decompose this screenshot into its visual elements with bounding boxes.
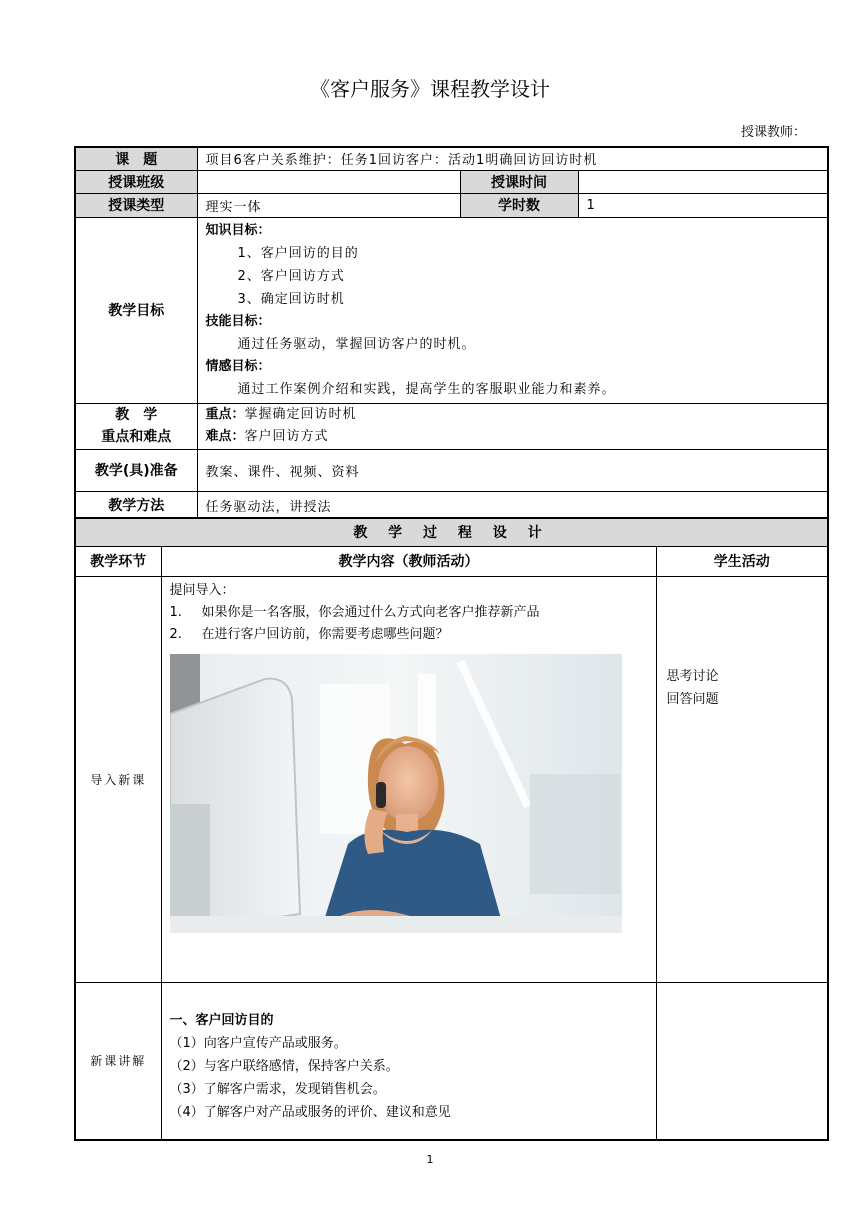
type-value: 理实一体 (197, 193, 460, 217)
process-table (74, 517, 829, 1141)
stage-new-lesson: 新课讲解 (75, 982, 161, 1140)
difficult-text: 客户回访方式 (244, 429, 329, 444)
knowledge-item: 2、客户回访方式 (237, 268, 345, 284)
knowledge-item: 1、客户回访的目的 (237, 245, 359, 261)
page-number: 1 (426, 1153, 434, 1166)
emotion-heading: 情感目标： (205, 358, 271, 374)
intro-heading: 提问导入： (169, 582, 235, 598)
purpose-item: （4）了解客户对产品或服务的评价、建议和意见 (169, 1104, 451, 1120)
skill-heading: 技能目标： (205, 313, 271, 329)
key-text: 掌握确定回访时机 (244, 407, 357, 422)
col-stage-header: 教学环节 (75, 546, 161, 576)
difficult-heading: 难点： (205, 429, 245, 444)
new-lesson-content (161, 982, 656, 1140)
emotion-text: 通过工作案例介绍和实践，提高学生的客服职业能力和素养。 (237, 381, 616, 397)
teacher-label: 授课教师： (740, 125, 806, 140)
topic-value: 项目6客户关系维护：任务1回访客户：活动1明确回访回访时机 (197, 147, 828, 170)
key-heading: 重点： (205, 407, 245, 422)
method-label: 教学方法 (75, 491, 197, 520)
student-activity-intro (656, 576, 828, 982)
purpose-item: （2）与客户联络感情，保持客户关系。 (169, 1058, 399, 1074)
customer-service-photo (170, 654, 622, 933)
new-lesson-heading: 一、客户回访目的 (169, 1012, 274, 1028)
purpose-item: （1）向客户宣传产品或服务。 (169, 1035, 347, 1051)
knowledge-heading: 知识目标： (205, 222, 271, 238)
student-activity-new (656, 982, 828, 1140)
document-title: 《客户服务》课程教学设计 (310, 77, 550, 101)
purpose-item: （3）了解客户需求，发现销售机会。 (169, 1081, 386, 1097)
process-title: 教 学 过 程 设 计 (75, 518, 828, 546)
col-content-header: 教学内容（教师活动） (161, 546, 656, 576)
topic-label: 课 题 (75, 147, 197, 170)
question-item: 1. 如果你是一名客服，你会通过什么方式向老客户推荐新产品 (169, 604, 540, 620)
hours-value: 1 (578, 193, 828, 217)
prep-value: 教案、课件、视频、资料 (197, 449, 828, 491)
prep-label: 教学(具)准备 (75, 449, 197, 491)
time-value (578, 170, 828, 193)
intro-content (161, 576, 656, 982)
stage-intro: 导入新课 (75, 576, 161, 982)
student-activity-item: 思考讨论 (666, 668, 719, 684)
goals-content (197, 217, 828, 403)
time-label: 授课时间 (460, 170, 578, 193)
class-label: 授课班级 (75, 170, 197, 193)
hours-label: 学时数 (460, 193, 578, 217)
col-student-header: 学生活动 (656, 546, 828, 576)
goals-label: 教学目标 (75, 217, 197, 403)
key-difficult-label: 教 学 重点和难点 (75, 403, 197, 449)
course-info-table (74, 146, 829, 521)
key-difficult-content (197, 403, 828, 449)
method-value: 任务驱动法，讲授法 (197, 491, 828, 520)
question-item: 2. 在进行客户回访前，你需要考虑哪些问题？ (169, 626, 449, 642)
knowledge-item: 3、确定回访时机 (237, 291, 345, 307)
class-value (197, 170, 460, 193)
type-label: 授课类型 (75, 193, 197, 217)
skill-text: 通过任务驱动，掌握回访客户的时机。 (237, 336, 476, 352)
student-activity-item: 回答问题 (666, 691, 719, 707)
